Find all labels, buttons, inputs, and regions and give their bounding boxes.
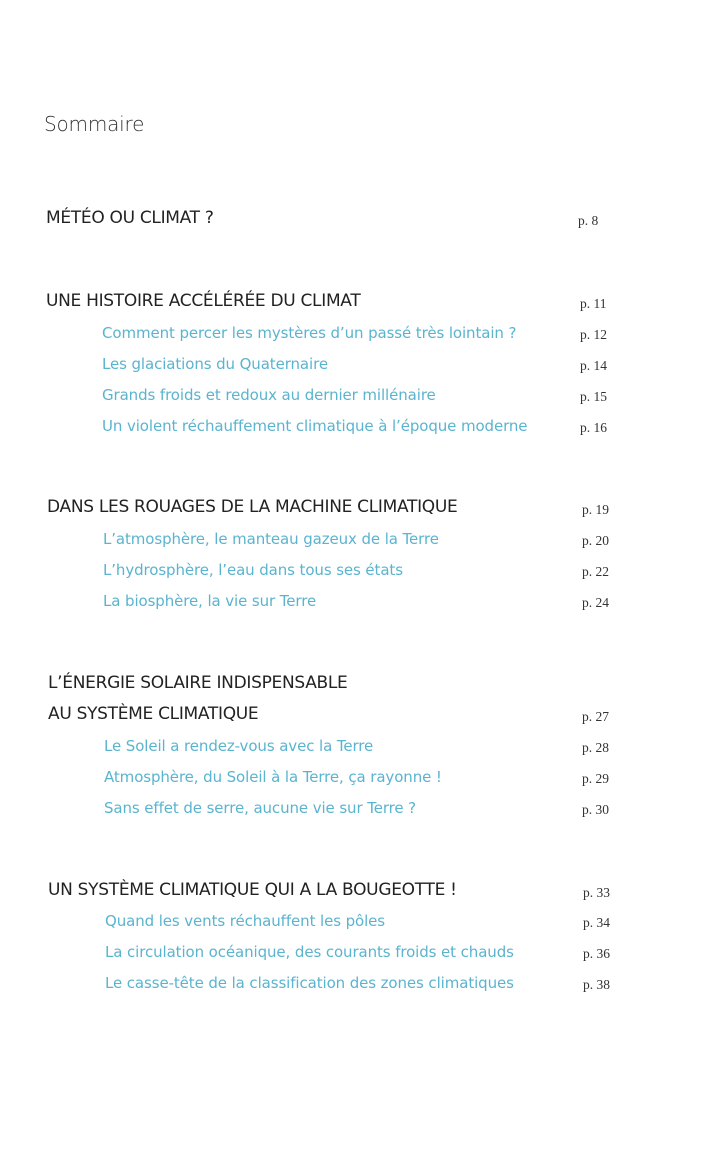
section-title: L’atmosphère, le manteau gazeux de la Terre	[103, 530, 439, 548]
section-page-number: p. 38	[583, 977, 610, 992]
chapter-page-number: p. 19	[582, 502, 609, 517]
section-page-number: p. 28	[582, 740, 609, 755]
section-title: Quand les vents réchauffent les pôles	[105, 912, 386, 930]
section-page-number: p. 16	[580, 420, 607, 435]
section-title: Atmosphère, du Soleil à la Terre, ça rayonne !	[104, 768, 442, 786]
section-page-number: p. 29	[582, 771, 609, 786]
chapter-title: UN SYSTÈME CLIMATIQUE QUI A LA BOUGEOTTE !	[48, 880, 457, 900]
chapter-page-number: p. 33	[583, 885, 610, 900]
section-title: La biosphère, la vie sur Terre	[103, 592, 317, 610]
section-page-number: p. 20	[582, 533, 609, 548]
chapter-title-line2: AU SYSTÈME CLIMATIQUE	[48, 704, 259, 724]
section-title: La circulation océanique, des courants froids et chauds	[105, 943, 514, 961]
section-page-number: p. 15	[580, 389, 607, 404]
section-title: Le Soleil a rendez-vous avec la Terre	[104, 737, 374, 755]
section-title: Comment percer les mystères d’un passé très lointain ?	[102, 324, 517, 342]
section-title: L’hydrosphère, l’eau dans tous ses états	[103, 561, 403, 579]
page-title: Sommaire	[44, 112, 145, 136]
section-page-number: p. 14	[580, 358, 607, 373]
chapter-page-number: p. 27	[582, 709, 609, 724]
chapter-title-line1: L’ÉNERGIE SOLAIRE INDISPENSABLE	[48, 673, 348, 693]
chapter-page-number: p. 8	[578, 213, 599, 228]
section-page-number: p. 12	[580, 327, 607, 342]
section-title: Sans effet de serre, aucune vie sur Terre ?	[104, 799, 417, 817]
chapter-title: UNE HISTOIRE ACCÉLÉRÉE DU CLIMAT	[46, 291, 361, 311]
chapter-page-number: p. 11	[580, 296, 607, 311]
chapter-title: MÉTÉO OU CLIMAT ?	[46, 208, 214, 228]
chapter-title: DANS LES ROUAGES DE LA MACHINE CLIMATIQUE	[47, 497, 458, 517]
section-page-number: p. 34	[583, 915, 610, 930]
section-page-number: p. 36	[583, 946, 610, 961]
section-page-number: p. 30	[582, 802, 609, 817]
section-title: Le casse-tête de la classification des zones climatiques	[105, 974, 514, 992]
section-page-number: p. 24	[582, 595, 609, 610]
section-title: Grands froids et redoux au dernier millénaire	[102, 386, 436, 404]
section-title: Les glaciations du Quaternaire	[102, 355, 328, 373]
section-page-number: p. 22	[582, 564, 609, 579]
section-title: Un violent réchauffement climatique à l’époque moderne	[102, 417, 528, 435]
